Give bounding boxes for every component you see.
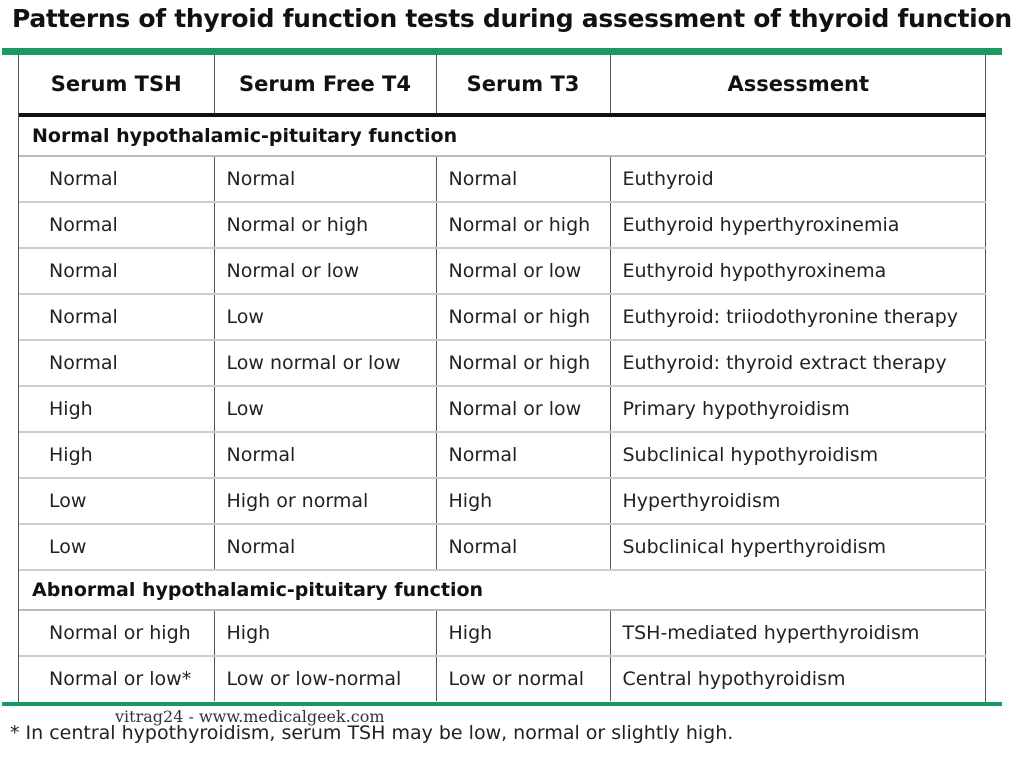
cell-tsh: High	[19, 386, 214, 432]
header-assessment: Assessment	[610, 55, 986, 115]
cell-tsh: Normal	[19, 156, 214, 202]
cell-free-t4: Normal or high	[214, 202, 436, 248]
thyroid-table	[18, 55, 986, 703]
section-label-abnormal: Abnormal hypothalamic-pituitary function	[19, 570, 986, 610]
cell-free-t4: Low	[214, 386, 436, 432]
cell-tsh: Normal	[19, 294, 214, 340]
cell-t3: Normal or high	[436, 202, 610, 248]
header-serum-tsh: Serum TSH	[19, 55, 214, 115]
cell-assessment: Euthyroid: triiodothyronine therapy	[610, 294, 986, 340]
cell-assessment: Primary hypothyroidism	[610, 386, 986, 432]
cell-t3: High	[436, 610, 610, 656]
cell-assessment: TSH-mediated hyperthyroidism	[610, 610, 986, 656]
cell-free-t4: Normal or low	[214, 248, 436, 294]
cell-free-t4: Low normal or low	[214, 340, 436, 386]
table-row	[19, 524, 986, 570]
footnote: * In central hypothyroidism, serum TSH may be low, normal or slightly high.	[10, 722, 734, 744]
cell-assessment: Subclinical hypothyroidism	[610, 432, 986, 478]
cell-tsh: Normal or high	[19, 610, 214, 656]
cell-free-t4: Low	[214, 294, 436, 340]
cell-tsh: High	[19, 432, 214, 478]
header-serum-t3: Serum T3	[436, 55, 610, 115]
table-row	[19, 340, 986, 386]
cell-free-t4: High	[214, 610, 436, 656]
table-row	[19, 610, 986, 656]
bottom-divider	[2, 702, 1002, 706]
cell-free-t4: Normal	[214, 432, 436, 478]
cell-t3: Normal or low	[436, 386, 610, 432]
table-row	[19, 202, 986, 248]
cell-t3: Normal or high	[436, 294, 610, 340]
section-row	[19, 115, 986, 156]
cell-assessment: Hyperthyroidism	[610, 478, 986, 524]
page-title: Patterns of thyroid function tests during assessment of thyroid function	[12, 4, 1012, 33]
header-row	[19, 55, 986, 115]
cell-tsh: Normal	[19, 202, 214, 248]
table-row	[19, 656, 986, 701]
table-row	[19, 432, 986, 478]
table-row	[19, 386, 986, 432]
cell-free-t4: High or normal	[214, 478, 436, 524]
cell-t3: Normal	[436, 524, 610, 570]
cell-t3: Normal	[436, 156, 610, 202]
cell-tsh: Low	[19, 478, 214, 524]
cell-t3: Low or normal	[436, 656, 610, 701]
cell-free-t4: Low or low-normal	[214, 656, 436, 701]
cell-t3: Normal	[436, 432, 610, 478]
cell-t3: High	[436, 478, 610, 524]
cell-assessment: Subclinical hyperthyroidism	[610, 524, 986, 570]
cell-t3: Normal or high	[436, 340, 610, 386]
cell-free-t4: Normal	[214, 524, 436, 570]
cell-assessment: Euthyroid: thyroid extract therapy	[610, 340, 986, 386]
table-row	[19, 248, 986, 294]
watermark: vitrag24 - www.medicalgeek.com	[115, 707, 385, 726]
cell-free-t4: Normal	[214, 156, 436, 202]
cell-tsh: Normal or low*	[19, 656, 214, 701]
cell-assessment: Central hypothyroidism	[622, 668, 846, 690]
cell-assessment: Euthyroid	[610, 156, 986, 202]
table-row	[19, 294, 986, 340]
section-label-normal: Normal hypothalamic-pituitary function	[19, 115, 986, 156]
cell-tsh: Normal	[19, 248, 214, 294]
section-row	[19, 570, 986, 610]
table-row	[19, 156, 986, 202]
table-row	[19, 478, 986, 524]
header-serum-free-t4: Serum Free T4	[214, 55, 436, 115]
top-divider	[2, 48, 1002, 55]
cell-assessment: Euthyroid hyperthyroxinemia	[610, 202, 986, 248]
cell-assessment: Euthyroid hypothyroxinema	[610, 248, 986, 294]
cell-t3: Normal or low	[436, 248, 610, 294]
cell-tsh: Low	[19, 524, 214, 570]
cell-tsh: Normal	[19, 340, 214, 386]
